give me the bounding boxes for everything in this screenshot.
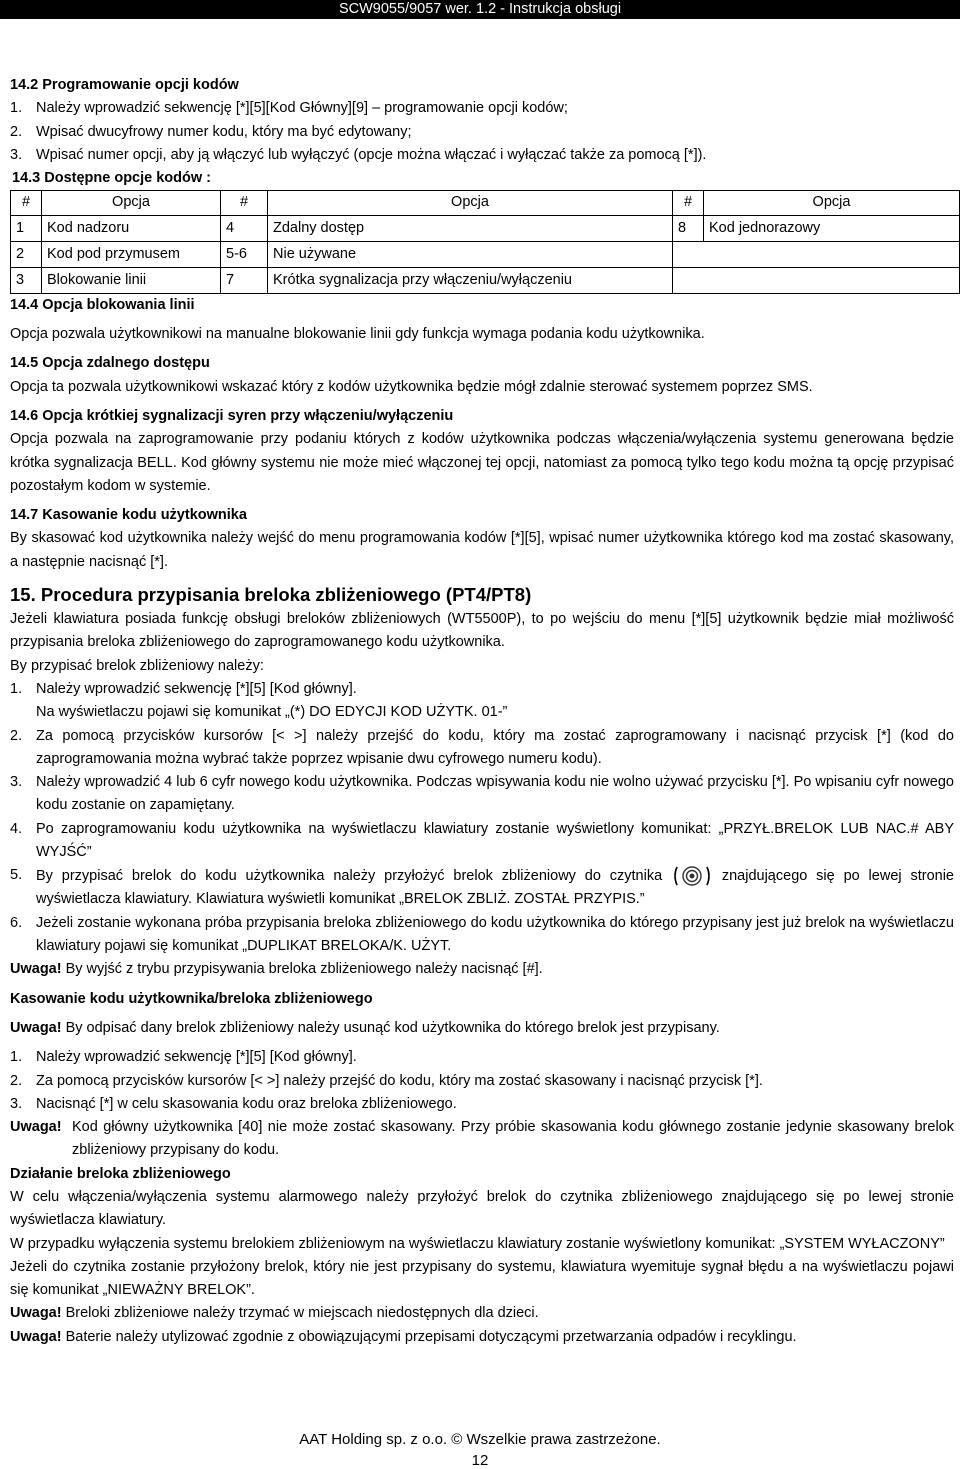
page-number: 12 [471,1452,489,1469]
list-item: 1. Należy wprowadzić sekwencję [*][5][Kod Główny][9] – programowanie opcji kodów; [10,100,568,117]
section-14-3-title: 14.3 Dostępne opcje kodów : [12,170,212,187]
proximity-reader-icon [671,864,713,888]
running-header: SCW9055/9057 wer. 1.2 - Instrukcja obsługi [0,0,960,19]
section-14-6-text: Opcja pozwala na zaprogramowanie przy podaniu których z kodów użytkownika podczas włączenia/wyłączenia systemu generowana będzie krótka sygnalizacja BELL. Kod główny systemu nie może mieć włączonej tej opcji, natomiast za pomocą tylko tego kodu można tą opcję przypisać pozostałym kodom w systemie. [10,431,954,494]
section-14-4-text: Opcja pozwala użytkownikowi na manualne blokowanie linii gdy funkcja wymaga podania kodu użytkownika. [10,326,705,343]
list-item: 2. Za pomocą przycisków kursorów [< >] należy przejść do kodu, który ma zostać zaprogramowany i nacisnąć przycisk [*] (kod do zaprogramowania można wybrać także poprzez wpisanie dwu cyfrowego numeru kodu). [10,727,954,767]
steps-delete [10,1046,954,1116]
table-row: 3 Blokowanie linii 7 Krótka sygnalizacja przy włączeniu/wyłączeniu [11,267,960,293]
section-14-7-title: 14.7 Kasowanie kodu użytkownika [10,507,247,524]
table-header-row: # Opcja # Opcja # Opcja [11,191,960,215]
list-item: 4. Po zaprogramowaniu kodu użytkownika na wyświetlaczu klawiatury zostanie wyświetlony komunikat: „PRZYŁ.BRELOK LUB NAC.# ABY WYJŚĆ” [10,820,954,861]
section-14-5-title: 14.5 Opcja zdalnego dostępu [10,355,210,372]
warning-children: Uwaga! Breloki zbliżeniowe należy trzymać w miejscach niedostępnych dla dzieci. [10,1305,539,1322]
table-row: 1 Kod nadzoru 4 Zdalny dostęp 8 Kod jednorazowy [11,215,960,241]
steps-15 [10,678,954,958]
operation-section-title: Działanie breloka zbliżeniowego [10,1165,231,1182]
table-row: 2 Kod pod przymusem 5-6 Nie używane [11,241,960,267]
list-item: 5. By przypisać brelok do kodu użytkownika należy przyłożyć brelok zbliżeniowy do czytnika znajdującego się po lewej stronie wyświetlacza klawiatury. Klawiatura wyświetli komunikat „BRELOK ZBLIŻ. ZOSTAŁ PRZYPIS.” [10,864,954,911]
warning-exit: Uwaga! By wyjść z trybu przypisywania breloka zbliżeniowego należy nacisnąć [#]. [10,961,543,978]
section-14-5-text: Opcja ta pozwala użytkownikowi wskazać który z kodów użytkownika będzie mógł zdalnie sterować systemem poprzez SMS. [10,378,813,395]
list-item: 2. Za pomocą przycisków kursorów [< >] należy przejść do kodu, który ma zostać skasowany i nacisnąć przycisk [*]. [10,1072,763,1089]
section-14-2-title: 14.2 Programowanie opcji kodów [10,77,239,93]
section-15-title: 15. Procedura przypisania breloka zbliżeniowego (PT4/PT8) [10,584,532,606]
delete-section-title: Kasowanie kodu użytkownika/breloka zbliżeniowego [10,990,373,1007]
section-15-lead: By przypisać brelok zbliżeniowy należy: [10,657,264,674]
page-footer: AAT Holding sp. z o.o. © Wszelkie prawa zastrzeżone. [299,1431,661,1448]
list-item: 1. Należy wprowadzić sekwencję [*][5] [Kod główny]. [10,1049,357,1066]
list-item: 2. Wpisać dwucyfrowy numer kodu, który ma być edytowany; [10,123,412,140]
list-item-note: Na wyświetlaczu pojawi się komunikat „(*) DO EDYCJI KOD UŻYTK. 01-” [36,704,508,721]
operation-text-3: Jeżeli do czytnika zostanie przyłożony brelok, który nie jest przypisany do systemu, klawiatura wyemituje sygnał błędu a na wyświetlaczu pojawi się komunikat „NIEWAŻNY BRELOK”. [10,1258,954,1299]
list-item: 3. Wpisać numer opcji, aby ją włączyć lub wyłączyć (opcje można włączać i wyłączać także za pomocą [*]). [10,146,707,163]
list-item: 6. Jeżeli zostanie wykonana próba przypisania breloka zbliżeniowego do kodu użytkownika do którego przypisany jest już brelok na wyświetlaczu klawiatury pojawi się komunikat „DUPLIKAT BRELOKA/K. UŻYT. [10,914,954,955]
list-item: 3. Nacisnąć [*] w celu skasowania kodu oraz breloka zbliżeniowego. [10,1095,457,1112]
section-14-7-text: By skasować kod użytkownika należy wejść do menu programowania kodów [*][5], wpisać numer użytkownika którego kod ma zostać skasowany, a następnie nacisnąć [*]. [10,530,954,570]
section-15-intro: Jeżeli klawiatura posiada funkcję obsługi breloków zbliżeniowych (WT5500P), to po wejściu do menu [*][5] użytkownik będzie miał możliwość przypisania breloka zbliżeniowego do zaprogramowanego kodu użytkownika. [10,611,954,651]
list-item: 1. Należy wprowadzić sekwencję [*][5] [Kod główny]. [10,680,357,697]
list-item: 3. Należy wprowadzić 4 lub 6 cyfr nowego kodu użytkownika. Podczas wpisywania kodu nie wolno używać przycisku [*]. Po wpisaniu cyfr nowego kodu zostanie on zapamiętany. [10,774,954,814]
warning-master-code: Uwaga! Kod główny użytkownika [40] nie może zostać skasowany. Przy próbie skasowania kodu głównego zostanie jedynie skasowany brelok zbliżeniowy przypisany do kodu. [10,1119,954,1159]
section-14-6-title: 14.6 Opcja krótkiej sygnalizacji syren przy włączeniu/wyłączeniu [10,407,454,424]
section-14-4-title: 14.4 Opcja blokowania linii [10,296,195,313]
steps-14-2 [10,97,954,167]
operation-text-2: W przypadku wyłączenia systemu brelokiem zbliżeniowym na wyświetlaczu klawiatury zostanie wyświetlony komunikat: „SYSTEM WYŁACZONY” [10,1235,945,1252]
code-options-table [10,190,960,293]
page-content [10,74,954,1349]
warning-batteries: Uwaga! Baterie należy utylizować zgodnie z obowiązującymi przepisami dotyczącymi przetwarzania odpadów i recyklingu. [10,1328,797,1345]
operation-text-1: W celu włączenia/wyłączenia systemu alarmowego należy przyłożyć brelok do czytnika zbliżeniowego znajdującego się po lewej stronie wyświetlacza klawiatury. [10,1189,954,1229]
warning-delete: Uwaga! By odpisać dany brelok zbliżeniowy należy usunąć kod użytkownika do którego brelok jest przypisany. [10,1019,720,1036]
